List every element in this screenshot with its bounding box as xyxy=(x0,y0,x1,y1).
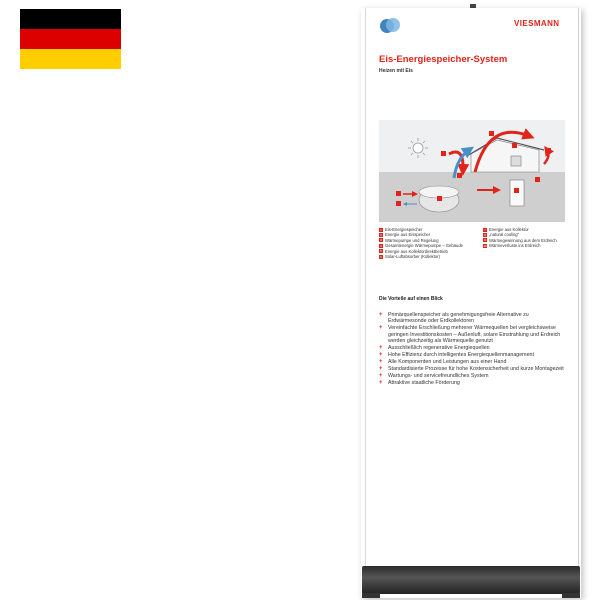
benefit-item xyxy=(379,373,565,379)
banner-stand-base xyxy=(362,566,580,594)
ice-storage-system-diagram xyxy=(379,120,565,222)
germany-flag xyxy=(20,9,121,69)
brand-logo: VIESMANN xyxy=(514,19,560,28)
overlapping-circles-logo-icon xyxy=(379,17,401,35)
plus-icon: + xyxy=(379,359,383,366)
plus-icon: + xyxy=(379,373,383,380)
benefit-text: Ausschließlich regenerative Energiequellen xyxy=(388,345,490,352)
stand-foot-left xyxy=(362,593,380,598)
banner-title: Eis-Energiespeicher-System xyxy=(379,54,508,65)
benefit-item xyxy=(379,359,565,365)
legend-number-badge: 9 xyxy=(484,238,486,243)
benefit-text: Hohe Effizienz durch intelligentes Energiequellenmanagement xyxy=(388,352,534,359)
plus-icon: + xyxy=(379,352,383,359)
legend-label: Eis-Energiespeicher xyxy=(385,227,423,232)
legend-number-badge: 1 xyxy=(380,227,382,232)
plus-icon: + xyxy=(379,345,383,352)
benefit-item xyxy=(379,325,565,344)
rollup-banner xyxy=(365,8,579,568)
legend-number-badge: 10 xyxy=(483,243,487,248)
benefit-item xyxy=(379,380,565,386)
legend-number-badge: 3 xyxy=(380,238,382,243)
legend-number-badge: 2 xyxy=(380,232,382,237)
banner-subtitle: Heizen mit Eis xyxy=(379,68,413,74)
legend-label: Gesamtenergie Wärmepumpe – Gebäude xyxy=(385,243,463,249)
diagram-marker-2 xyxy=(489,131,494,136)
flag-stripe-gold xyxy=(20,49,121,69)
benefit-text: Attraktive staatliche Förderung xyxy=(388,380,460,387)
stand-foot-right xyxy=(562,593,580,598)
diagram-marker-9 xyxy=(396,191,401,196)
diagram-marker-10 xyxy=(396,201,401,206)
benefit-item xyxy=(379,366,565,372)
legend-label: „natural cooling“ xyxy=(489,232,520,238)
legend-item xyxy=(379,254,479,259)
legend-number-badge: 4 xyxy=(380,243,382,248)
legend-label: Solar-Luftabsorber (Kollektor) xyxy=(385,254,440,260)
diagram-legend-left xyxy=(379,227,479,259)
benefit-text: Primärquellenspeicher als genehmigungsfreie Alternative zu Erdwärmesonde oder Erdkollektoren xyxy=(388,312,529,325)
benefit-text: Alle Komponenten und Leistungen aus einer Hand xyxy=(388,359,507,366)
diagram-legend-right xyxy=(483,227,568,249)
legend-number-badge: 7 xyxy=(484,227,486,232)
legend-label: Wärmeverluste ins Erdreich xyxy=(489,243,541,249)
benefit-text: Wartungs- und servicefreundliches System xyxy=(388,373,489,380)
legend-number-badge: 6 xyxy=(380,254,382,259)
benefit-item xyxy=(379,352,565,358)
diagram-marker-7 xyxy=(441,151,446,156)
plus-icon: + xyxy=(379,380,383,387)
legend-item xyxy=(483,243,568,248)
benefits-list xyxy=(379,312,565,387)
plus-icon: + xyxy=(379,325,383,332)
legend-number-badge: 5 xyxy=(380,249,382,254)
legend-label: Energie aus Kollektordirektbetrieb xyxy=(385,248,448,254)
diagram-marker-1 xyxy=(437,196,442,201)
benefits-heading: Die Vorteile auf einen Blick xyxy=(379,296,443,302)
benefit-text: Standardisierte Prozesse für hohe Kostensicherheit und kurze Montagezeit xyxy=(388,366,564,373)
legend-label: Wärmegewinnung aus dem Erdreich xyxy=(489,237,557,243)
diagram-marker-6 xyxy=(457,173,462,178)
diagram-marker-3 xyxy=(514,188,519,193)
benefit-item xyxy=(379,312,565,325)
diagram-marker-5 xyxy=(512,143,517,148)
legend-label: Energie aus Eisspeicher xyxy=(385,232,431,238)
diagram-marker-4 xyxy=(535,177,540,182)
plus-icon: + xyxy=(379,312,383,318)
flag-stripe-black xyxy=(20,9,121,29)
legend-number-badge: 8 xyxy=(484,232,486,237)
benefit-text: Vereinfachte Erschließung mehrerer Wärmequellen bei vergleichsweise geringen Investitionskosten – Außenluft, solare Einstrahlung und Erdreich werden gleichzeitig als Wärmequelle genutzt xyxy=(388,325,561,345)
diagram-marker-8 xyxy=(546,148,551,153)
plus-icon: + xyxy=(379,366,383,373)
legend-label: Energie aus Kollektor xyxy=(489,227,529,232)
legend-label: Wärmepumpe und Regelung xyxy=(385,237,439,243)
benefit-item xyxy=(379,345,565,351)
flag-stripe-red xyxy=(20,29,121,49)
